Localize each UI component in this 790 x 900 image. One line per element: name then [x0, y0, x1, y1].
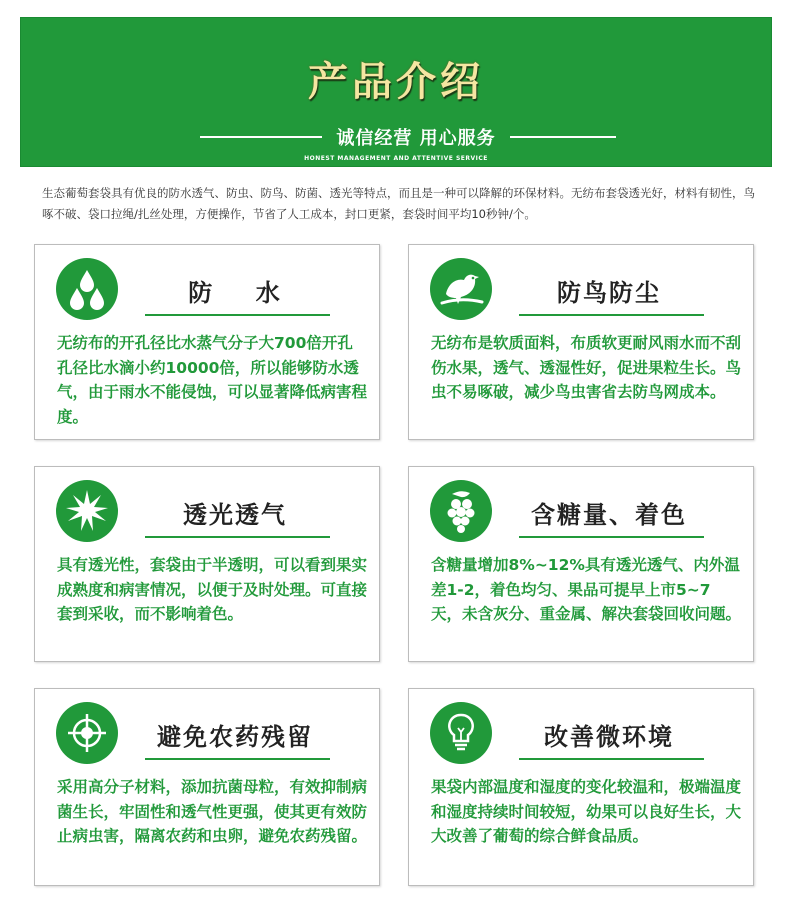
feature-title: 避免农药残留 — [157, 723, 313, 751]
feature-description: 具有透光性，套袋由于半透明，可以看到果实成熟度和病害情况，以便于及时处理。可直接套到采收，而不影响着色。 — [57, 556, 368, 623]
bird-icon — [430, 258, 492, 320]
feature-description: 无纺布的开孔径比水蒸气分子大700倍开孔孔径比水滴小约10000倍，所以能够防水透气，由于雨水不能侵蚀，可以显著降低病害程度。 — [57, 334, 368, 426]
feature-title: 含糖量、着色 — [531, 501, 687, 529]
feature-title: 改善微环境 — [544, 723, 674, 751]
page-title: 产品介绍 — [308, 59, 484, 105]
feature-description: 无纺布是软质面料，布质软更耐风雨水而不刮伤水果，透气、透湿性好，促进果粒生长。鸟虫不易啄破，减少鸟虫害省去防鸟网成本。 — [431, 334, 742, 401]
intro-paragraph: 生态葡萄套袋具有优良的防水透气、防虫、防鸟、防菌、透光等特点，而且是一种可以降解的环保材料。无纺布套袋透光好，材料有韧性，鸟啄不破、袋口拉绳/扎丝处理，方便操作，节省了人工成本，封口更紧，套袋时间平均10秒钟/个。 — [42, 186, 755, 221]
feature-card-bird-dust — [408, 244, 754, 440]
feature-description: 含糖量增加8%~12%具有透光透气、内外温差1-2，着色均匀、果品可提早上市5~7天，未含灰分、重金属、解决套袋回收问题。 — [431, 556, 742, 623]
target-icon — [56, 702, 118, 764]
feature-title: 透光透气 — [183, 501, 287, 529]
feature-card-sugar-color — [408, 466, 754, 662]
title-underline — [519, 536, 704, 538]
feature-description: 采用高分子材料，添加抗菌母粒，有效抑制病菌生长，牢固性和透气性更强，使其更有效防止病虫害，隔离农药和虫卵，避免农药残留。 — [57, 778, 368, 845]
slogan-english: HONEST MANAGEMENT AND ATTENTIVE SERVICE — [304, 155, 488, 162]
title-underline — [145, 536, 330, 538]
lightbulb-icon — [430, 702, 492, 764]
title-underline — [519, 758, 704, 760]
feature-card-waterproof — [34, 244, 380, 440]
feature-card-pesticide — [34, 688, 380, 886]
feature-card-microenvironment — [408, 688, 754, 886]
title-underline — [519, 314, 704, 316]
title-underline — [145, 314, 330, 316]
feature-title: 防鸟防尘 — [557, 279, 661, 307]
header-banner — [20, 17, 772, 167]
water-drops-icon — [56, 258, 118, 320]
slogan-divider-right — [510, 136, 616, 138]
slogan-row — [20, 124, 772, 148]
slogan: 诚信经营 用心服务 — [336, 128, 496, 149]
title-underline — [145, 758, 330, 760]
feature-card-light-air — [34, 466, 380, 662]
feature-title: 防 水 — [188, 279, 282, 307]
slogan-divider-left — [200, 136, 322, 138]
grape-icon — [430, 480, 492, 542]
feature-description: 果袋内部温度和湿度的变化较温和，极端温度和湿度持续时间较短，幼果可以良好生长，大大改善了葡萄的综合鲜食品质。 — [431, 778, 742, 845]
sunburst-icon — [56, 480, 118, 542]
